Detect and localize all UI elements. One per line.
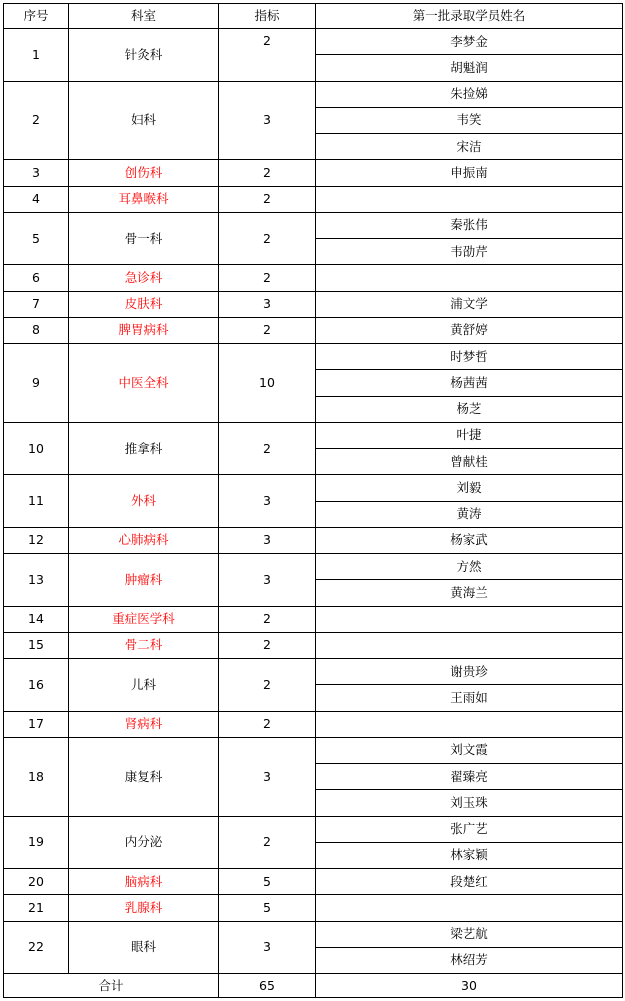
department-name: 脾胃病科 xyxy=(69,317,219,343)
row-index: 1 xyxy=(4,29,69,82)
row-index: 9 xyxy=(4,344,69,423)
department-name: 肿瘤科 xyxy=(69,554,219,607)
department-name: 乳腺科 xyxy=(69,895,219,921)
total-label: 合计 xyxy=(4,974,219,998)
quota-value: 2 xyxy=(219,186,316,212)
row-index: 10 xyxy=(4,422,69,475)
total-row xyxy=(4,974,623,998)
department-name: 脑病科 xyxy=(69,869,219,895)
student-name: 谢贵珍 xyxy=(316,659,623,685)
department-name: 骨二科 xyxy=(69,632,219,658)
table-row xyxy=(4,81,623,107)
quota-value: 5 xyxy=(219,895,316,921)
header-names: 第一批录取学员姓名 xyxy=(316,4,623,29)
header-row xyxy=(4,4,623,29)
table-row xyxy=(4,475,623,501)
student-name xyxy=(316,186,623,212)
student-name: 申振南 xyxy=(316,160,623,186)
department-name: 心肺病科 xyxy=(69,527,219,553)
department-name: 康复科 xyxy=(69,737,219,816)
table-row xyxy=(4,606,623,632)
row-index: 4 xyxy=(4,186,69,212)
row-index: 15 xyxy=(4,632,69,658)
header-index: 序号 xyxy=(4,4,69,29)
table-row xyxy=(4,895,623,921)
student-name xyxy=(316,265,623,291)
student-name: 韦劭芹 xyxy=(316,239,623,265)
student-name: 时梦哲 xyxy=(316,344,623,370)
student-name: 林绍芳 xyxy=(316,947,623,973)
student-name xyxy=(316,711,623,737)
quota-value: 2 xyxy=(219,659,316,712)
student-name: 李梦金 xyxy=(316,29,623,55)
department-name: 急诊科 xyxy=(69,265,219,291)
row-index: 21 xyxy=(4,895,69,921)
row-index: 18 xyxy=(4,737,69,816)
student-name: 朱捡娣 xyxy=(316,81,623,107)
row-index: 22 xyxy=(4,921,69,974)
table-row xyxy=(4,527,623,553)
quota-value: 10 xyxy=(219,344,316,423)
department-name: 肾病科 xyxy=(69,711,219,737)
quota-value: 2 xyxy=(219,212,316,265)
department-name: 眼科 xyxy=(69,921,219,974)
department-name: 妇科 xyxy=(69,81,219,160)
student-name: 杨芝 xyxy=(316,396,623,422)
department-name: 创伤科 xyxy=(69,160,219,186)
table-row xyxy=(4,816,623,842)
row-index: 11 xyxy=(4,475,69,528)
quota-value: 2 xyxy=(219,317,316,343)
header-dept: 科室 xyxy=(69,4,219,29)
quota-value: 3 xyxy=(219,554,316,607)
row-index: 13 xyxy=(4,554,69,607)
student-name: 张广艺 xyxy=(316,816,623,842)
student-name: 刘毅 xyxy=(316,475,623,501)
row-index: 3 xyxy=(4,160,69,186)
table-row xyxy=(4,317,623,343)
table-row xyxy=(4,711,623,737)
quota-value: 3 xyxy=(219,81,316,160)
quota-value: 3 xyxy=(219,737,316,816)
table-body xyxy=(4,29,623,974)
row-index: 20 xyxy=(4,869,69,895)
table-row xyxy=(4,291,623,317)
row-index: 6 xyxy=(4,265,69,291)
table-row xyxy=(4,344,623,370)
student-name: 浦文学 xyxy=(316,291,623,317)
row-index: 7 xyxy=(4,291,69,317)
row-index: 12 xyxy=(4,527,69,553)
quota-value: 2 xyxy=(219,606,316,632)
student-name xyxy=(316,632,623,658)
table-row xyxy=(4,265,623,291)
department-name: 重症医学科 xyxy=(69,606,219,632)
table-row xyxy=(4,737,623,763)
student-name: 胡魁润 xyxy=(316,55,623,81)
student-name: 杨家武 xyxy=(316,527,623,553)
quota-value: 2 xyxy=(219,816,316,869)
department-name: 外科 xyxy=(69,475,219,528)
table-row xyxy=(4,632,623,658)
table-row xyxy=(4,659,623,685)
student-name xyxy=(316,895,623,921)
header-quota: 指标 xyxy=(219,4,316,29)
student-name: 方然 xyxy=(316,554,623,580)
quota-value: 2 xyxy=(219,632,316,658)
quota-value: 3 xyxy=(219,527,316,553)
student-name: 段楚红 xyxy=(316,869,623,895)
student-name: 林家颖 xyxy=(316,842,623,868)
department-name: 骨一科 xyxy=(69,212,219,265)
table-row xyxy=(4,554,623,580)
quota-value: 3 xyxy=(219,291,316,317)
admission-table xyxy=(3,3,623,998)
student-name: 宋洁 xyxy=(316,134,623,160)
quota-value: 3 xyxy=(219,921,316,974)
student-name: 叶捷 xyxy=(316,422,623,448)
quota-value: 3 xyxy=(219,475,316,528)
department-name: 儿科 xyxy=(69,659,219,712)
row-index: 19 xyxy=(4,816,69,869)
row-index: 2 xyxy=(4,81,69,160)
department-name: 中医全科 xyxy=(69,344,219,423)
student-name: 韦笑 xyxy=(316,107,623,133)
total-names: 30 xyxy=(316,974,623,998)
student-name xyxy=(316,606,623,632)
quota-value: 2 xyxy=(219,422,316,475)
student-name: 王雨如 xyxy=(316,685,623,711)
table-row xyxy=(4,869,623,895)
row-index: 8 xyxy=(4,317,69,343)
department-name: 耳鼻喉科 xyxy=(69,186,219,212)
student-name: 黄涛 xyxy=(316,501,623,527)
student-name: 秦张伟 xyxy=(316,212,623,238)
table-row xyxy=(4,422,623,448)
student-name: 杨茜茜 xyxy=(316,370,623,396)
department-name: 推拿科 xyxy=(69,422,219,475)
row-index: 17 xyxy=(4,711,69,737)
student-name: 翟臻亮 xyxy=(316,764,623,790)
row-index: 5 xyxy=(4,212,69,265)
student-name: 曾献桂 xyxy=(316,449,623,475)
student-name: 刘文霞 xyxy=(316,737,623,763)
quota-value: 2 xyxy=(219,160,316,186)
table-row xyxy=(4,29,623,55)
student-name: 黄海兰 xyxy=(316,580,623,606)
quota-value: 2 xyxy=(219,265,316,291)
student-name: 黄舒婷 xyxy=(316,317,623,343)
table-row xyxy=(4,186,623,212)
quota-value: 5 xyxy=(219,869,316,895)
table-row xyxy=(4,160,623,186)
quota-value: 2 xyxy=(219,711,316,737)
quota-value: 2 xyxy=(219,29,316,82)
total-quota: 65 xyxy=(219,974,316,998)
department-name: 针灸科 xyxy=(69,29,219,82)
department-name: 皮肤科 xyxy=(69,291,219,317)
student-name: 刘玉珠 xyxy=(316,790,623,816)
department-name: 内分泌 xyxy=(69,816,219,869)
student-name: 梁艺航 xyxy=(316,921,623,947)
row-index: 16 xyxy=(4,659,69,712)
row-index: 14 xyxy=(4,606,69,632)
table-row xyxy=(4,212,623,238)
table-row xyxy=(4,921,623,947)
